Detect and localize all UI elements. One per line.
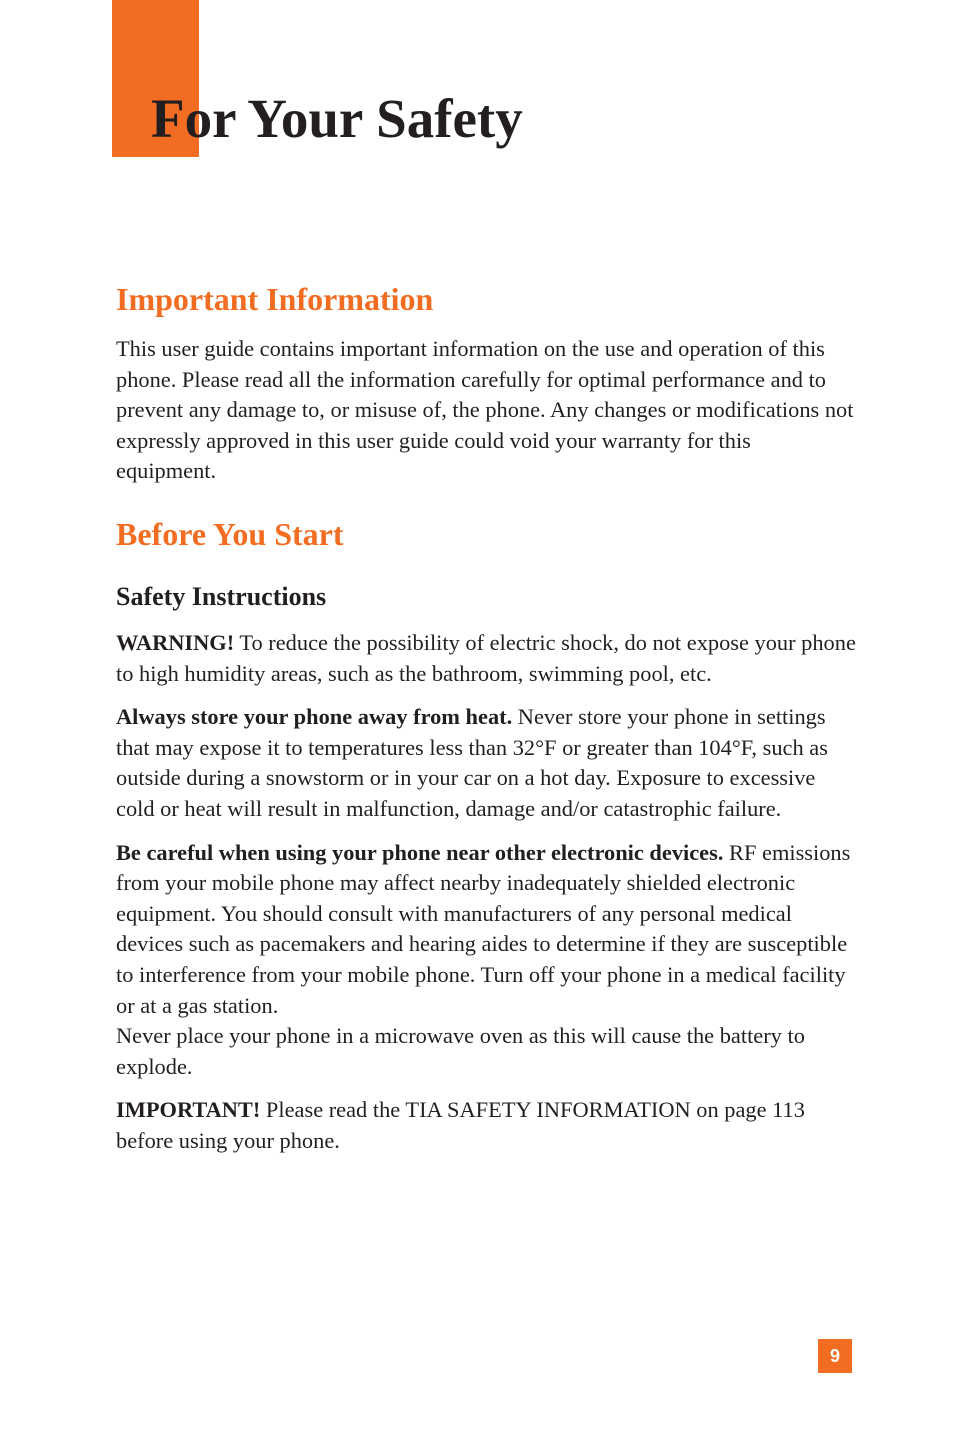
important-text: Please read the TIA SAFETY INFORMATION on page 113 before using your phone. <box>116 1097 805 1153</box>
page-number-badge: 9 <box>818 1339 852 1373</box>
before-you-start-heading: Before You Start <box>116 515 344 552</box>
electronics-lead: Be careful when using your phone near other electronic devices. <box>116 839 724 865</box>
page-content <box>116 279 856 1156</box>
safety-instructions-heading: Safety Instructions <box>116 581 327 611</box>
heat-lead: Always store your phone away from heat. <box>116 704 513 730</box>
important-paragraph <box>116 1095 856 1156</box>
warning-text: To reduce the possibility of electric shock, do not expose your phone to high humidity areas, such as the bathroom, swimming pool, etc. <box>116 629 856 686</box>
page-title: For Your Safety <box>151 88 523 149</box>
important-information-heading: Important Information <box>116 281 434 317</box>
heat-paragraph <box>116 702 856 824</box>
electronics-text: RF emissions from your mobile phone may affect nearby inadequately shielded electronic equipment. You should consult with manufacturers of any personal medical devices such as pacemakers and hearing aides to determine if they are susceptible to interference from your mobile phone. Turn off your phone in a medical facility or at a gas station. <box>116 839 851 1018</box>
electronics-paragraph <box>116 838 856 1022</box>
microwave-paragraph: Never place your phone in a microwave oven as this will cause the battery to explode. <box>116 1023 805 1079</box>
warning-paragraph <box>116 628 856 689</box>
heat-text: Never store your phone in settings that may expose it to temperatures less than 32°F or greater than 104°F, such as outside during a snowstorm or in your car on a hot day. Exposure to excessive cold or heat will result in malfunction, damage and/or catastrophic failure. <box>116 704 828 821</box>
important-lead: IMPORTANT! <box>116 1097 261 1123</box>
warning-lead: WARNING! <box>116 629 235 655</box>
important-information-paragraph: This user guide contains important information on the use and operation of this phone. Please read all the information carefully for optimal performance and to prevent any damage to, or misuse of, the phone. Any changes or modifications not expressly approved in this user guide could void your warranty for this equipment. <box>116 336 854 484</box>
